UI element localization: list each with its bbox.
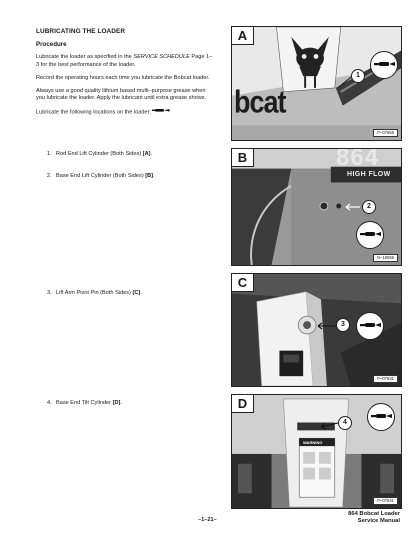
figure-a-illustration <box>232 27 401 140</box>
photo-code: P–07655 <box>373 129 398 137</box>
list-item-period: . <box>153 173 155 179</box>
figure-reference: [D] <box>112 400 121 406</box>
grease-gun-icon <box>370 51 398 79</box>
procedure-heading: Procedure <box>36 41 67 49</box>
figure-letter: C <box>232 274 254 292</box>
list-item-base-end-lift-cylinder <box>47 173 155 180</box>
figure-reference: [C] <box>132 290 141 296</box>
paragraph-locations-text: Lubricate the following locations on the loader: <box>36 110 152 117</box>
paragraph-locations <box>36 108 214 117</box>
high-flow-badge: HIGH FLOW <box>347 171 391 178</box>
list-item-lift-arm-pivot-pin <box>47 290 142 297</box>
photo-code: N–18068 <box>373 254 398 262</box>
figure-letter: A <box>232 27 254 45</box>
callout-number: 1 <box>351 69 365 83</box>
list-item-number: 1. <box>47 151 52 157</box>
list-item-period: . <box>150 151 153 157</box>
figure-a-photo <box>231 26 402 141</box>
grease-gun-icon <box>152 108 170 116</box>
paragraph-hours: Record the operating hours each time you lubricate the Bobcat loader. <box>36 74 210 81</box>
bobcat-logo-text: bcat <box>234 85 286 120</box>
service-schedule-reference: SERVICE SCHEDULE <box>133 54 190 61</box>
list-item-text: Base End Tilt Cylinder <box>56 400 113 406</box>
grease-gun-icon <box>356 221 384 249</box>
list-item-number: 4. <box>47 400 52 406</box>
list-item-period: . <box>120 400 122 406</box>
figure-letter: B <box>232 149 254 167</box>
list-item-text: Base End Lift Cylinder (Both Sides) <box>56 173 146 179</box>
callout-number: 3 <box>336 318 350 332</box>
photo-code: P–07641 <box>373 497 398 505</box>
paragraph-grease: Always use a good quality lithium based multi–purpose grease when you lubricate the loader. Apply the lubricant until extra grease shows. <box>36 88 207 102</box>
list-item-number: 3. <box>47 290 52 296</box>
figure-reference: [A] <box>142 151 151 157</box>
paragraph-schedule-text-a: Lubricate the loader as specified in the <box>36 54 134 61</box>
page-number: –1–21– <box>198 517 217 523</box>
callout-number: 2 <box>362 200 376 214</box>
grease-gun-icon <box>367 403 395 431</box>
list-item-number: 2. <box>47 173 52 179</box>
photo-code: P–07631 <box>373 375 398 383</box>
list-item-text: Lift Arm Pivot Pin (Both Sides) <box>56 290 133 296</box>
figure-b-photo <box>231 148 402 266</box>
paragraph-schedule <box>36 54 214 68</box>
section-title: LUBRICATING THE LOADER <box>36 28 126 35</box>
figure-letter: D <box>232 395 254 413</box>
warning-decal-text: WARNING <box>303 440 323 445</box>
figure-reference: [B] <box>145 173 153 179</box>
manual-title-line1: 864 Bobcat Loader <box>348 511 400 517</box>
model-badge-number: 864 <box>336 148 380 171</box>
list-item-text: Rod End Lift Cylinder (Both Sides) <box>56 151 143 157</box>
paragraph-schedule-text-b: Page 1–3 for the best performance of the loader. <box>36 54 213 68</box>
list-item-period: . <box>140 290 142 296</box>
figure-c-photo <box>231 273 402 387</box>
text-column <box>36 28 214 117</box>
list-item-rod-end-lift-cylinder <box>47 151 152 158</box>
grease-gun-icon <box>356 312 384 340</box>
callout-number: 4 <box>338 416 352 430</box>
list-item-base-end-tilt-cylinder <box>47 400 122 407</box>
figure-d-photo <box>231 394 402 509</box>
manual-title-line2: Service Manual <box>357 518 400 524</box>
manual-title <box>348 511 400 525</box>
